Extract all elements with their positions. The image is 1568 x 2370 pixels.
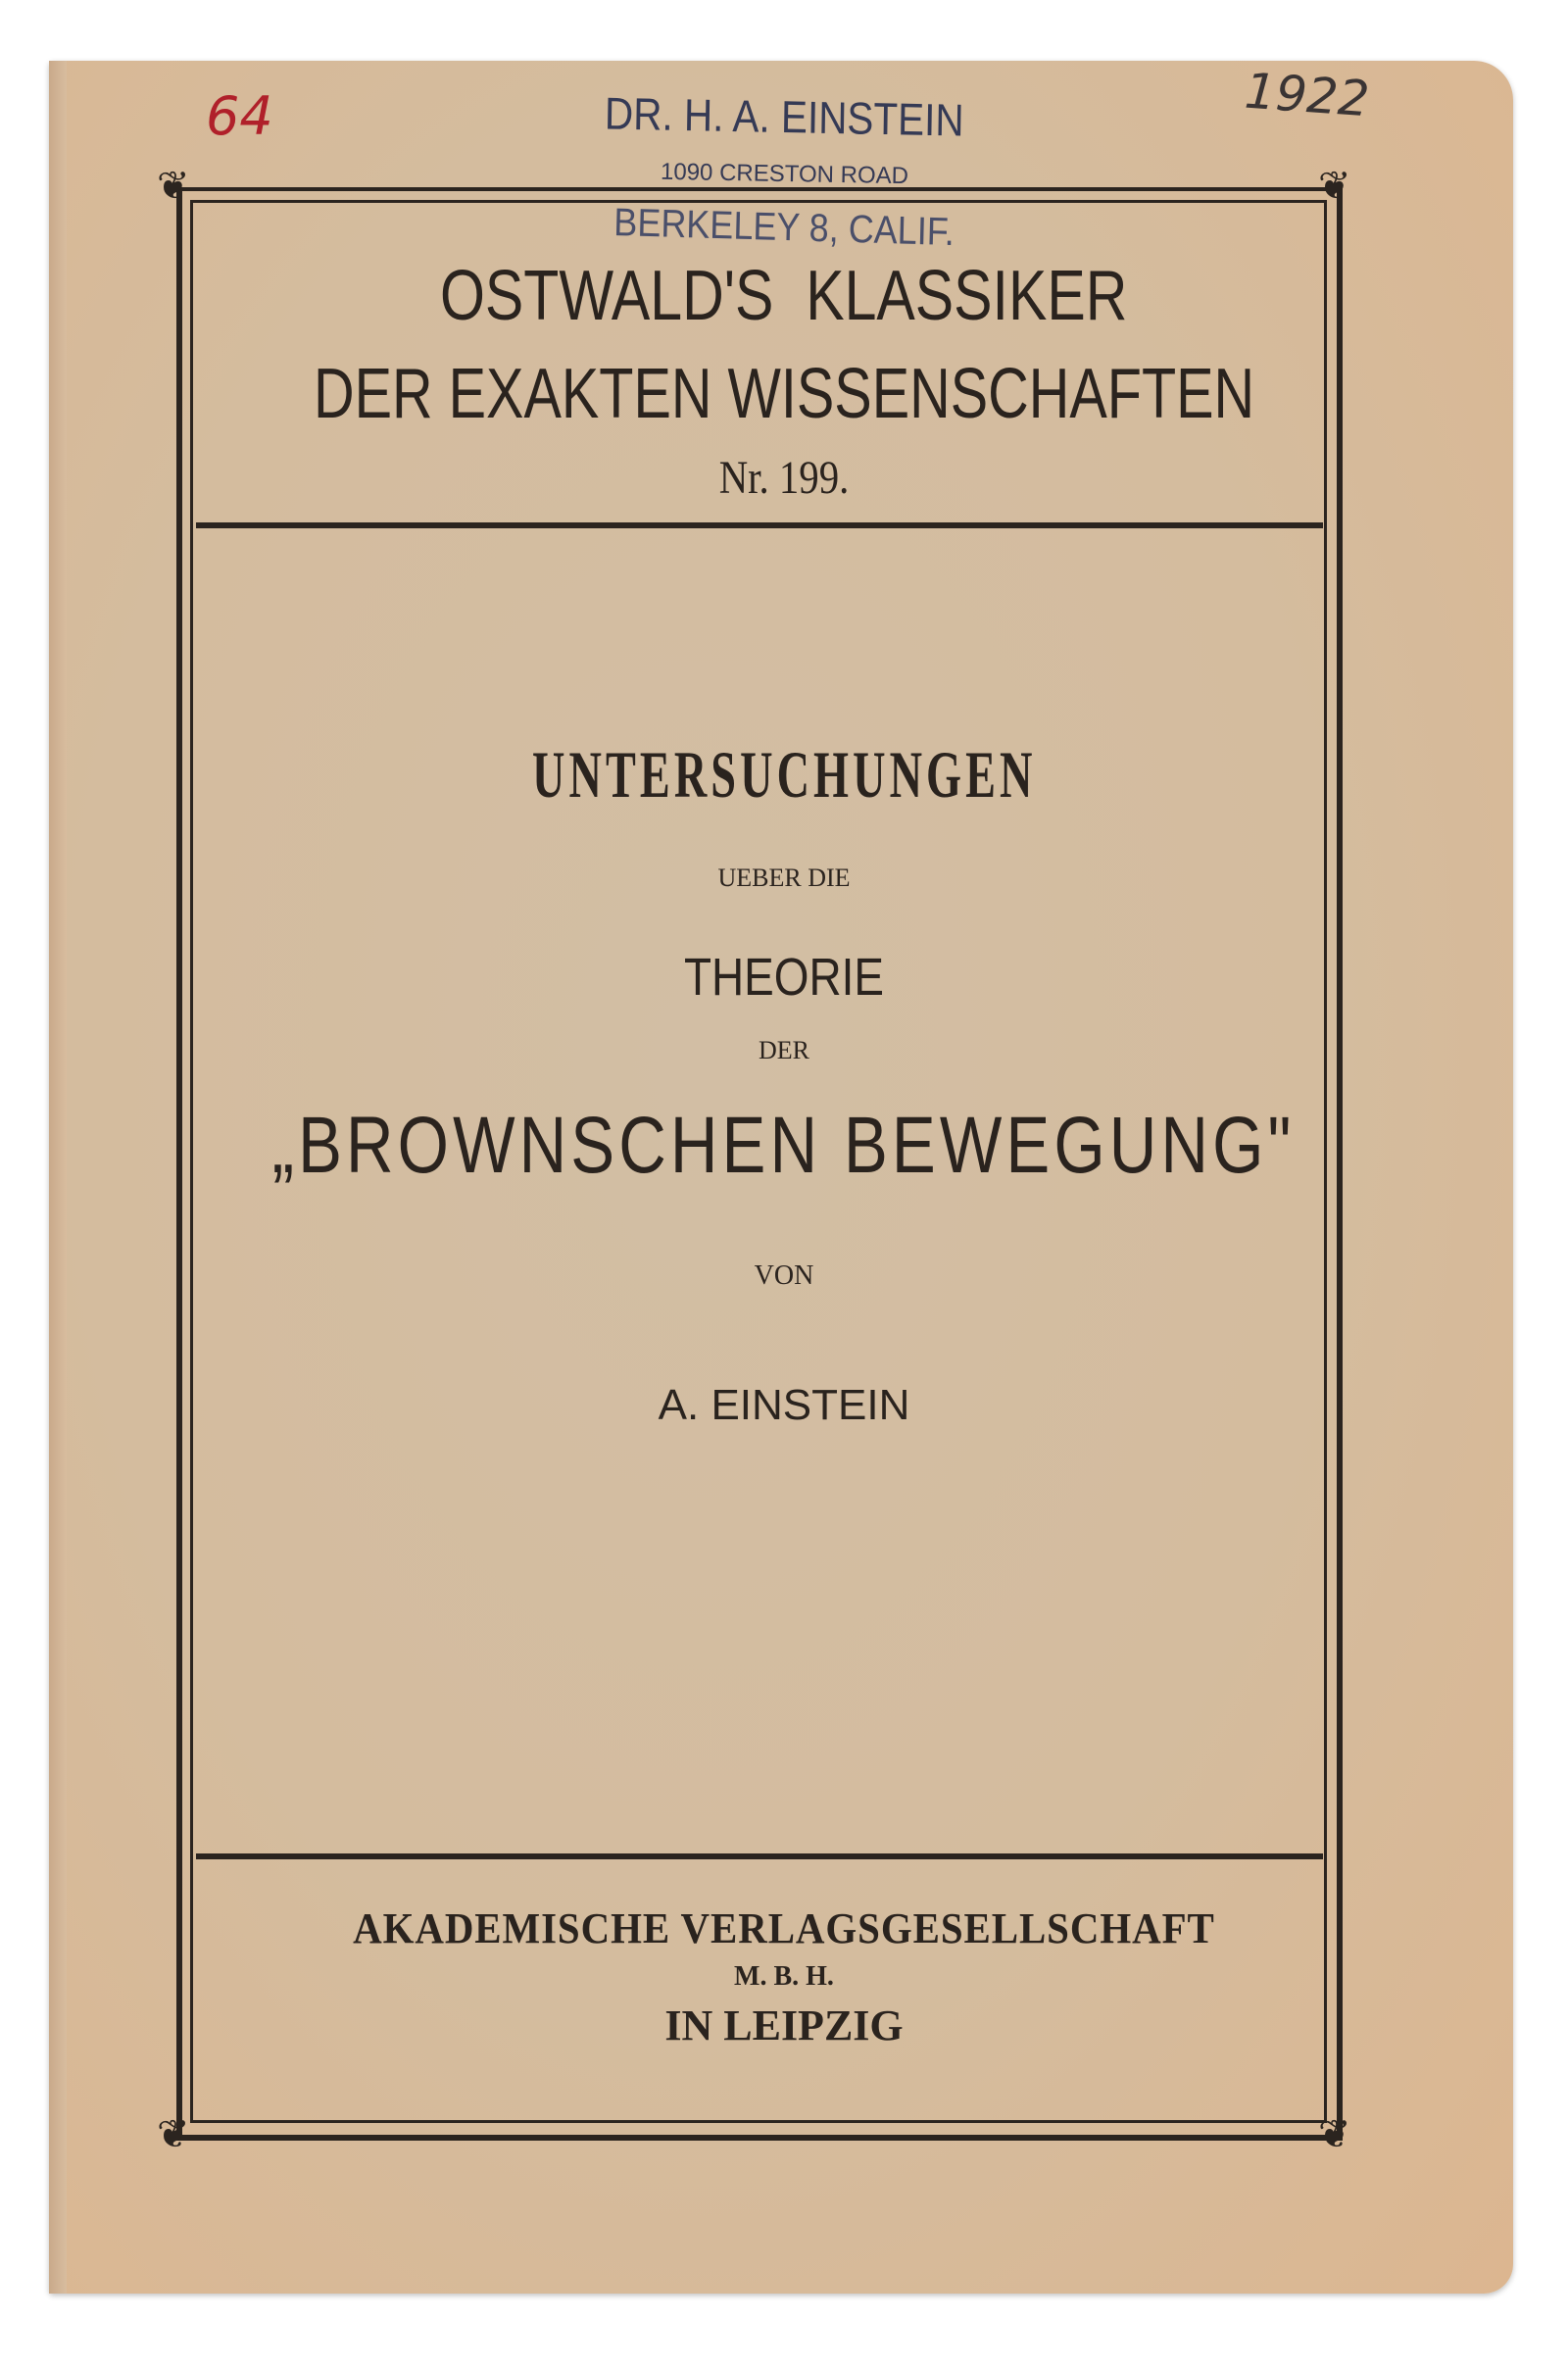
- series-subtitle: DER EXAKTEN WISSENSCHAFTEN: [313, 355, 1255, 433]
- title-line-5: [0, 1101, 1568, 1190]
- series-number-line: [0, 452, 1568, 504]
- publisher-city: IN LEIPZIG: [664, 2001, 904, 2049]
- corner-ornament-icon: ❦: [1318, 2112, 1351, 2157]
- publisher-suffix-line: [0, 1963, 1568, 1991]
- title-line-2: [0, 865, 1568, 891]
- year-note: 1922: [1243, 62, 1372, 128]
- publisher-line: [0, 1904, 1568, 1952]
- title-main: UNTERSUCHUNGEN: [531, 737, 1037, 812]
- series-title-line: [0, 257, 1568, 335]
- header-divider: [196, 522, 1323, 528]
- footer-divider: [196, 1853, 1323, 1859]
- publisher-city-line: [0, 2001, 1568, 2049]
- title-line-3: [0, 948, 1568, 1007]
- title-line-1: [0, 737, 1568, 812]
- title-theorie: THEORIE: [683, 948, 885, 1007]
- title-der: DER: [759, 1036, 809, 1064]
- stamp-city: BERKELEY 8, CALIF.: [612, 200, 956, 255]
- author-line: [0, 1381, 1568, 1429]
- stamp-name-line: [0, 87, 1568, 146]
- title-line-4: [0, 1038, 1568, 1063]
- title-ueber-die: UEBER DIE: [717, 864, 851, 892]
- series-title: OSTWALD'S KLASSIKER: [440, 257, 1128, 335]
- stamp-street: 1090 CRESTON ROAD: [660, 158, 908, 190]
- by-line: [0, 1262, 1568, 1290]
- stamp-street-line: [0, 158, 1568, 190]
- publisher-name: AKADEMISCHE VERLAGSGESELLSCHAFT: [353, 1904, 1215, 1952]
- corner-ornament-icon: ❦: [1318, 164, 1351, 209]
- series-number: Nr. 199.: [718, 452, 850, 504]
- by-label: VON: [754, 1260, 814, 1291]
- stamp-name: DR. H. A. EINSTEIN: [604, 87, 964, 146]
- corner-ornament-icon: ❦: [157, 2112, 190, 2157]
- stamp-city-line: [0, 200, 1568, 255]
- lot-number: 64: [206, 85, 273, 147]
- corner-ornament-icon: ❦: [157, 164, 190, 209]
- title-brownschen-bewegung: „BROWNSCHEN BEWEGUNG": [272, 1101, 1296, 1190]
- publisher-suffix: M. B. H.: [734, 1961, 834, 1992]
- series-subtitle-line: [0, 355, 1568, 433]
- author-name: A. EINSTEIN: [658, 1381, 910, 1429]
